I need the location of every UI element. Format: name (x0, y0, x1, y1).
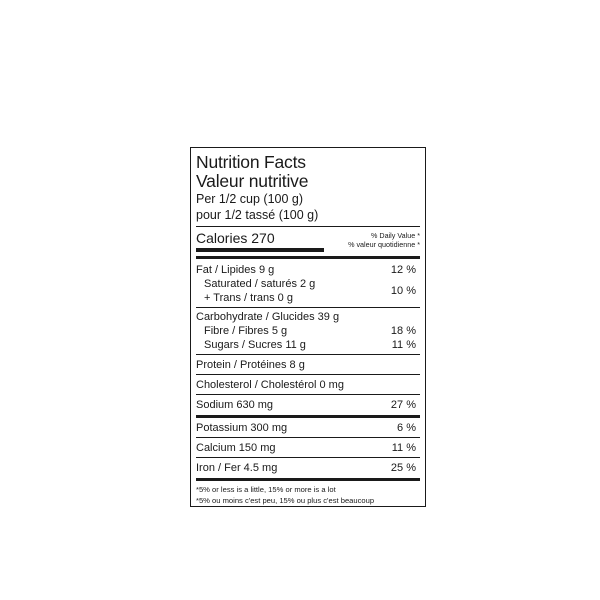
fat-row (196, 259, 420, 277)
sodium-label: Sodium 630 mg (196, 398, 274, 411)
footnote-french: *5% ou moins c'est peu, 15% ou plus c'est beaucoup (196, 495, 375, 505)
calcium-row (196, 438, 420, 458)
iron-percent: 25 % (390, 461, 416, 474)
sugars-label: Sugars / Sucres 11 g (204, 338, 306, 351)
potassium-row (196, 418, 420, 438)
saturated-label: Saturated / saturés 2 g (204, 277, 316, 290)
calcium-label: Calcium 150 mg (196, 441, 276, 454)
sugars-row (196, 338, 420, 355)
trans-label: + Trans / trans 0 g (204, 291, 293, 304)
daily-value-header (348, 228, 420, 249)
calories-row (196, 228, 420, 252)
fat-label: Fat / Lipides 9 g (196, 263, 275, 276)
potassium-percent: 6 % (397, 421, 416, 434)
footnote-english: *5% or less is a little, 15% or more is a lot (196, 484, 336, 494)
calories-bar (196, 248, 324, 252)
serving-size-english: Per 1/2 cup (100 g) (196, 192, 304, 206)
daily-value-header-english: % Daily Value * (370, 231, 420, 240)
iron-label: Iron / Fer 4.5 mg (196, 461, 278, 474)
protein-row (196, 355, 420, 375)
saturated-trans-labels (196, 277, 315, 305)
fat-percent: 12 % (390, 263, 416, 276)
sugars-percent: 11 % (391, 338, 416, 351)
potassium-label: Potassium 300 mg (196, 421, 288, 434)
fibre-row (196, 324, 420, 338)
daily-value-header-french: % valeur quotidienne * (348, 240, 420, 249)
serving-size-french: pour 1/2 tassé (100 g) (196, 208, 319, 222)
saturated-trans-percent: 10 % (390, 284, 416, 297)
serving-divider (196, 226, 420, 227)
title-french: Valeur nutritive (196, 171, 309, 191)
sodium-row (196, 395, 420, 415)
nutrition-facts-label (190, 147, 426, 507)
cholesterol-label: Cholesterol / Cholestérol 0 mg (196, 378, 344, 391)
carbohydrate-row (196, 308, 420, 324)
fibre-label: Fibre / Fibres 5 g (204, 324, 288, 337)
iron-row (196, 458, 420, 478)
saturated-trans-block (196, 277, 420, 308)
carbohydrate-label: Carbohydrate / Glucides 39 g (196, 310, 340, 323)
cholesterol-row (196, 375, 420, 395)
footnote (196, 481, 420, 506)
protein-label: Protein / Protéines 8 g (196, 358, 305, 371)
title-english: Nutrition Facts (196, 152, 306, 172)
fibre-percent: 18 % (390, 324, 416, 337)
calories-value: Calories 270 (196, 230, 275, 246)
calories-block (196, 228, 324, 252)
calcium-percent: 11 % (391, 441, 416, 454)
sodium-percent: 27 % (390, 398, 416, 411)
